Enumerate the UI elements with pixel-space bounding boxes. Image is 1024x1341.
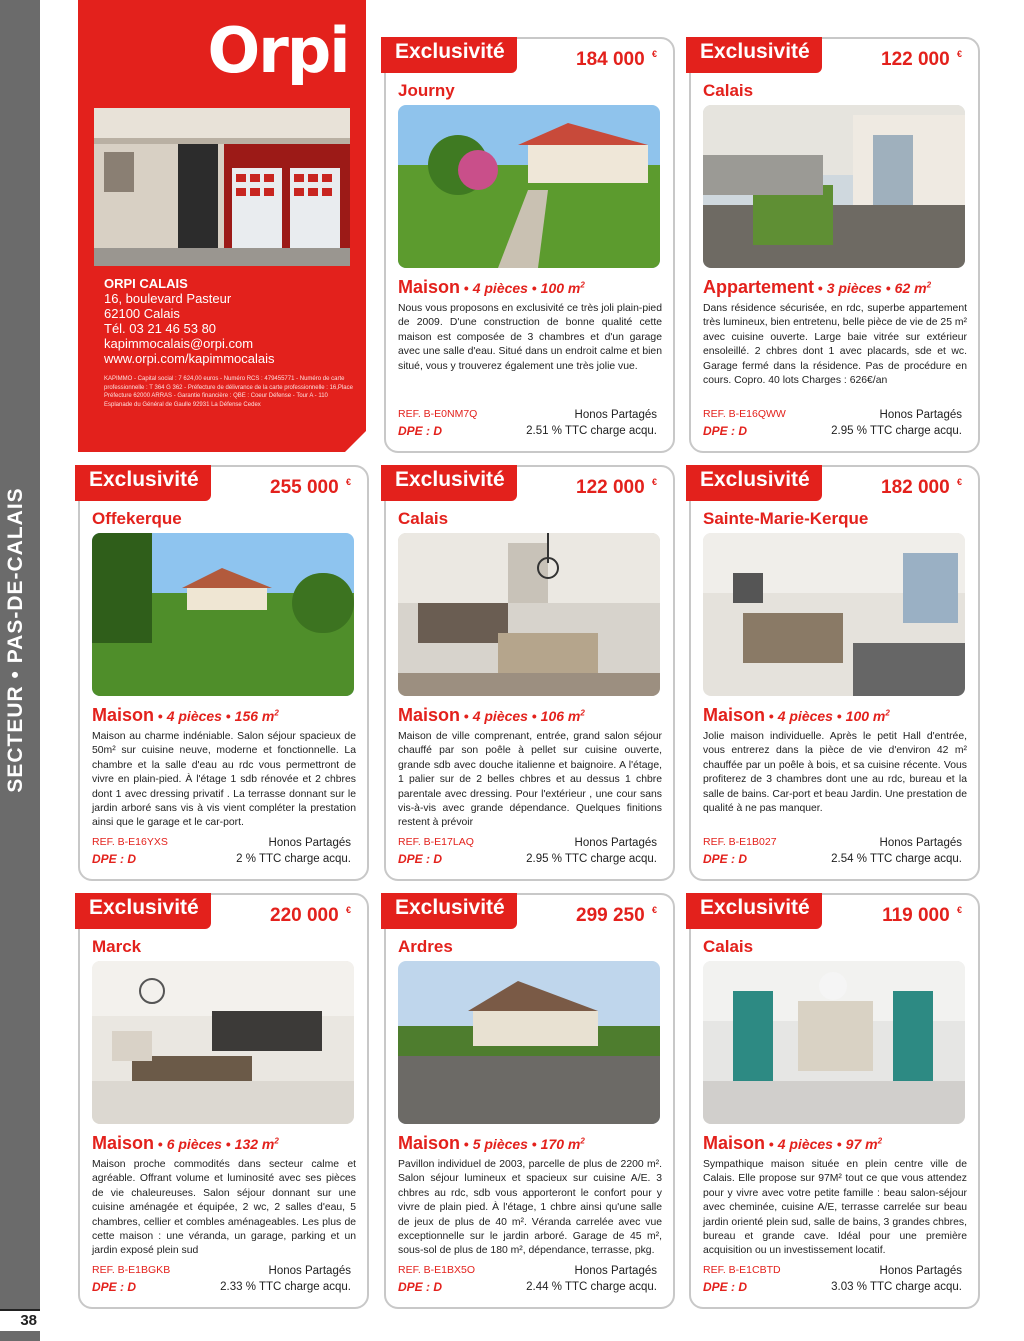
listing-city: Calais xyxy=(398,509,449,528)
fees-value: 2.44 % TTC charge acqu. xyxy=(526,1281,657,1293)
currency-symbol: € xyxy=(651,49,657,59)
listing-city: Calais xyxy=(703,81,754,100)
listing-reference: REF. B-E0NM7Q xyxy=(398,408,478,420)
price-value: 119 000 xyxy=(882,905,950,926)
fees-label: Honos Partagés xyxy=(879,409,962,421)
listing-description: Jolie maison individuelle. Après le petit Hall d'entrée, vous entrerez dans la pièce de vie d'environ 42 m² chauffée par un poêle à bois, et sa cuisine récente. Vous profiterez de 3 chambres dont une au rdc, bureau et la salle de bains. Car-port et beau Jardin. Une prestation de qualité à ne pas manquer. xyxy=(703,731,967,815)
listing-description: Dans résidence sécurisée, en rdc, superbe appartement très lumineux, bien entretenu, belle pièce de vie de 25 m² avec cuisine ouverte. Large baie vitrée sur extérieur ensoleillé. 2 chbres dont 1 avec placards, sde et wc. Garage fermé dans la résidence. Pas de procédure en cours. Copro. 40 lots Charges : 626€/an xyxy=(703,303,967,387)
listing-title: Maison • 4 pièces • 100 $m^2$ xyxy=(703,705,890,725)
fees-label: Honos Partagés xyxy=(879,837,962,849)
area-unit-exponent: 2 xyxy=(926,280,932,290)
agency-address: 16, boulevard Pasteur xyxy=(104,291,232,306)
currency-symbol: € xyxy=(956,49,962,59)
agency-phone[interactable]: Tél. 03 21 46 53 80 xyxy=(104,321,217,336)
room-count: 3 pièces xyxy=(826,280,882,296)
energy-rating: DPE : D xyxy=(703,1280,748,1294)
agency-city: 62100 Calais xyxy=(104,306,180,321)
room-count: 4 pièces xyxy=(777,1136,833,1152)
listing-city: Journy xyxy=(398,81,455,100)
room-count: 4 pièces xyxy=(166,708,222,724)
living-area: 132 m xyxy=(234,1136,275,1152)
room-count: 6 pièces xyxy=(166,1136,222,1152)
section-label: SECTEUR • PAS-DE-CALAIS xyxy=(4,487,27,793)
listing-photo[interactable] xyxy=(92,961,354,1124)
listing-description: Maison proche commodités dans secteur calme et agréable. Offrant volume et luminosité avec ses pièces de vie chaleureuses. Salon séjour donnant sur une cuisine aménagée et équipée, 2 wc, 2 salles d'eau, 5 chambres, cellier et combles aménageables. Les plus de cette maison : une véranda, un garage, parking et un jardin exposé plein sud xyxy=(92,1159,356,1257)
living-area: 106 m xyxy=(540,708,581,724)
area-unit-exponent: 2 xyxy=(274,1136,279,1146)
price-value: 299 250 xyxy=(576,905,645,926)
fees-value: 3.03 % TTC charge acqu. xyxy=(831,1281,962,1293)
listing-price xyxy=(576,905,657,927)
listing-photo[interactable] xyxy=(703,105,965,268)
room-count: 4 pièces xyxy=(777,708,833,724)
living-area: 170 m xyxy=(540,1136,581,1152)
listing-price xyxy=(270,477,351,499)
area-unit-exponent: 2 xyxy=(877,1136,883,1146)
listing-card[interactable] xyxy=(78,893,369,1309)
price-value: 122 000 xyxy=(576,477,645,498)
property-type: Appartement xyxy=(703,277,815,297)
fees-label: Honos Partagés xyxy=(574,837,657,849)
listing-reference: REF. B-E1BX5O xyxy=(398,1264,476,1276)
listing-price xyxy=(881,477,962,499)
orpi-logo: Orpi xyxy=(207,14,349,87)
area-unit-exponent: 2 xyxy=(885,708,890,718)
living-area: 100 m xyxy=(540,280,581,296)
fees-value: 2.54 % TTC charge acqu. xyxy=(831,853,962,865)
listing-price xyxy=(882,905,962,927)
fees-label: Honos Partagés xyxy=(574,409,657,421)
property-type: Maison xyxy=(92,705,155,725)
exclusivity-badge: Exclusivité xyxy=(381,37,517,73)
exclusivity-badge: Exclusivité xyxy=(381,465,517,501)
listing-card[interactable] xyxy=(78,465,369,881)
fees-value: 2 % TTC charge acqu. xyxy=(236,853,351,865)
fees-value: 2.95 % TTC charge acqu. xyxy=(831,425,962,437)
exclusivity-badge: Exclusivité xyxy=(686,465,822,501)
agency-storefront-photo xyxy=(94,108,350,266)
currency-symbol: € xyxy=(345,905,351,915)
listing-reference: REF. B-E17LAQ xyxy=(398,836,474,848)
listing-title: Maison • 4 pièces • 156 $m^2$ xyxy=(92,705,279,725)
fees-label: Honos Partagés xyxy=(574,1265,657,1277)
energy-rating: DPE : D xyxy=(398,852,443,866)
area-unit-exponent: 2 xyxy=(580,280,585,290)
listing-reference: REF. B-E1CBTD xyxy=(703,1264,781,1276)
listing-photo[interactable] xyxy=(703,533,965,696)
exclusivity-badge: Exclusivité xyxy=(381,893,517,929)
exclusivity-badge: Exclusivité xyxy=(75,465,211,501)
listing-title: Maison • 4 pièces • 100 $m^2$ xyxy=(398,277,585,297)
listing-city: Calais xyxy=(703,937,754,956)
price-value: 184 000 xyxy=(576,49,645,70)
listing-city: Marck xyxy=(92,937,142,956)
property-type: Maison xyxy=(703,1133,766,1153)
property-type: Maison xyxy=(398,705,461,725)
exclusivity-badge: Exclusivité xyxy=(75,893,211,929)
listing-description: Sympathique maison située en plein centre ville de Calais. Elle propose sur 97M² tout ce que vous attendez pour y vivre avec votre petite famille : beau salon-séjour avec cheminée, cuisine A/E, terrasse carrelée sur beau jardin orienté plein sud, salle de bains, 3 grandes chbres, bureau et grande cave. Idéal pour une première acquisition ou un investissement locatif. xyxy=(703,1159,967,1257)
room-count: 4 pièces xyxy=(472,708,528,724)
currency-symbol: € xyxy=(956,905,962,915)
property-type: Maison xyxy=(398,277,461,297)
listing-card[interactable] xyxy=(384,893,675,1309)
listing-reference: REF. B-E1B027 xyxy=(703,836,777,848)
agency-website[interactable]: www.orpi.com/kapimmocalais xyxy=(104,351,275,366)
agency-block xyxy=(78,0,366,452)
listing-price xyxy=(270,905,351,927)
listing-description: Maison de ville comprenant, entrée, grand salon séjour chauffé par son poêle à pellet sur cuisine ouverte, grande sdb avec douche italienne et baignoire. A l'étage, 1 palier sur de 2 belles chbres et au dessus 1 chbre parentale avec dressing. Pour l'extérieur , une cour sans vis-à-vis avec grande dépendance. Quelques finitions restent à prévoir xyxy=(398,731,662,829)
fees-value: 2.51 % TTC charge acqu. xyxy=(526,425,657,437)
area-unit-exponent: 2 xyxy=(580,1136,585,1146)
listing-description: Nous vous proposons en exclusivité ce très joli plain-pied de 2009. D'une construction de bonne qualité cette maison est composée de 3 chambres et d'un garage avec une salle d'eau. Situé dans un endroit calme et bien situé, vous y trouverez également une très jolie vue. xyxy=(398,303,662,372)
listing-reference: REF. B-E16YXS xyxy=(92,836,168,848)
energy-rating: DPE : D xyxy=(92,1280,137,1294)
sidebar xyxy=(0,0,40,1341)
listing-photo[interactable] xyxy=(92,533,354,696)
listing-price xyxy=(881,49,962,71)
price-value: 122 000 xyxy=(881,49,950,70)
area-unit-exponent: 2 xyxy=(580,708,585,718)
currency-symbol: € xyxy=(956,477,962,487)
listing-card[interactable] xyxy=(384,465,675,881)
room-count: 5 pièces xyxy=(472,1136,528,1152)
listing-title: Maison • 6 pièces • 132 $m^2$ xyxy=(92,1133,279,1153)
living-area: 156 m xyxy=(234,708,275,724)
agency-email[interactable]: kapimmocalais@orpi.com xyxy=(104,336,254,351)
fees-value: 2.95 % TTC charge acqu. xyxy=(526,853,657,865)
living-area: 97 m xyxy=(845,1136,878,1152)
fees-label: Honos Partagés xyxy=(268,1265,351,1277)
property-type: Maison xyxy=(703,705,766,725)
exclusivity-badge: Exclusivité xyxy=(686,893,822,929)
price-value: 182 000 xyxy=(881,477,950,498)
energy-rating: DPE : D xyxy=(398,424,443,438)
listing-title: Maison • 4 pièces • 97 $m^2$ xyxy=(703,1133,883,1153)
listing-price xyxy=(576,49,657,71)
listing-reference: REF. B-E16QWW xyxy=(703,408,786,420)
currency-symbol: € xyxy=(651,477,657,487)
area-unit-exponent: 2 xyxy=(274,708,279,718)
agency-legal: KAPIMMO - Capital social : 7 624,00 euros - Numéro RCS : 479455771 - Numéro de carte professionnelle : T 364 G 362 - Préfecture de délivrance de la carte professionnelle : 16,Place Préfecture 62000 ARRAS - Garantie financière : QBE : Coeur Défense - Tour A - 110 Esplanade du Général de Gaulle 92931 La Défense Cedex xyxy=(104,376,353,408)
listing-city: Offekerque xyxy=(92,509,182,528)
property-type: Maison xyxy=(92,1133,155,1153)
listing-card[interactable] xyxy=(689,465,980,881)
listing-reference: REF. B-E1BGKB xyxy=(92,1264,171,1276)
listing-photo[interactable] xyxy=(398,105,660,268)
energy-rating: DPE : D xyxy=(92,852,137,866)
agency-name: ORPI CALAIS xyxy=(104,276,188,291)
fees-value: 2.33 % TTC charge acqu. xyxy=(220,1281,351,1293)
fees-label: Honos Partagés xyxy=(268,837,351,849)
listing-description: Pavillon individuel de 2003, parcelle de plus de 2200 m². Salon séjour lumineux et spacieux sur cuisine A/E. 3 chbres au rdc, sdb vous apporteront le confort pour y vivre de plain pied. À l'étage, 1 chbre ainsi qu'une salle de jeux de plus de 40 m². Véranda carrelée avec vue exceptionnelle sur le jardin arboré. Garage de 45 m², sous-sol de plus de 180 m², dépendance, terrasse, pkg. xyxy=(398,1159,662,1257)
fees-label: Honos Partagés xyxy=(879,1265,962,1277)
price-value: 220 000 xyxy=(270,905,339,926)
listing-price xyxy=(576,477,657,499)
energy-rating: DPE : D xyxy=(398,1280,443,1294)
exclusivity-badge: Exclusivité xyxy=(686,37,822,73)
page-number: 38 xyxy=(0,1309,40,1331)
currency-symbol: € xyxy=(651,905,657,915)
living-area: 62 m xyxy=(894,280,927,296)
price-value: 255 000 xyxy=(270,477,339,498)
energy-rating: DPE : D xyxy=(703,852,748,866)
currency-symbol: € xyxy=(345,477,351,487)
listing-photo[interactable] xyxy=(398,533,660,696)
listing-city: Ardres xyxy=(398,937,453,956)
listing-city: Sainte-Marie-Kerque xyxy=(703,509,869,528)
listing-title: Maison • 5 pièces • 170 $m^2$ xyxy=(398,1133,585,1153)
listing-photo[interactable] xyxy=(398,961,660,1124)
listing-card[interactable] xyxy=(384,37,675,453)
room-count: 4 pièces xyxy=(472,280,528,296)
living-area: 100 m xyxy=(845,708,886,724)
property-type: Maison xyxy=(398,1133,461,1153)
listing-description: Maison au charme indéniable. Salon séjour spacieux de 50m² sur cuisine neuve, moderne et fonctionnelle. La chambre et la salle d'eau au rdc vous permettront de vivre en plain-pied. À l'étage 1 sdb rénovée et 2 chbres dont 1 avec dressing privatif . La terrasse donnant sur le jardin arboré sans vis à vis vient compléter la prestation ainsi que le garage et le car-port. xyxy=(92,731,356,829)
listing-photo[interactable] xyxy=(703,961,965,1124)
listing-title: Appartement • 3 pièces • 62 $m^2$ xyxy=(703,277,932,297)
energy-rating: DPE : D xyxy=(703,424,748,438)
listing-card[interactable] xyxy=(689,37,980,453)
listing-card[interactable] xyxy=(689,893,980,1309)
listing-title: Maison • 4 pièces • 106 $m^2$ xyxy=(398,705,585,725)
